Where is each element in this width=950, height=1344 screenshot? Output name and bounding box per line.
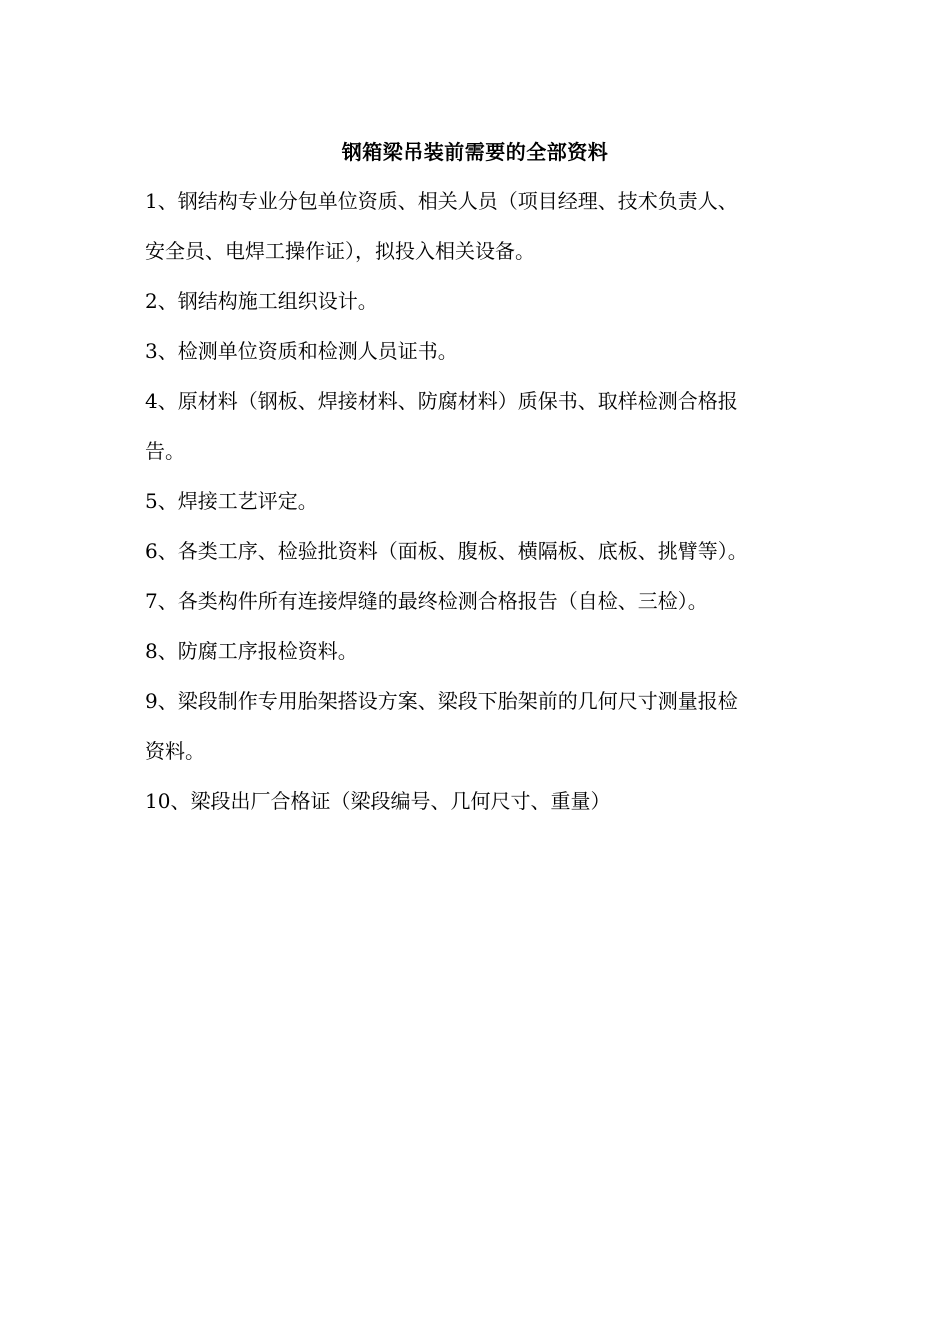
list-line: 1、钢结构专业分包单位资质、相关人员（项目经理、技术负责人、 — [145, 189, 738, 213]
list-line: 4、原材料（钢板、焊接材料、防腐材料）质保书、取样检测合格报 — [145, 389, 738, 413]
list-line: 9、梁段制作专用胎架搭设方案、梁段下胎架前的几何尺寸测量报检 — [145, 689, 738, 713]
list-line: 5、焊接工艺评定。 — [145, 489, 318, 513]
requirements-list — [145, 176, 825, 826]
list-line: 资料。 — [145, 739, 205, 763]
list-line: 8、防腐工序报检资料。 — [145, 639, 358, 663]
list-line: 7、各类构件所有连接焊缝的最终检测合格报告（自检、三检）。 — [145, 589, 708, 613]
list-line: 告。 — [145, 439, 185, 463]
list-line: 6、各类工序、检验批资料（面板、腹板、横隔板、底板、挑臂等）。 — [145, 539, 748, 563]
list-line: 安全员、电焊工操作证），拟投入相关设备。 — [145, 239, 535, 263]
document-title: 钢箱梁吊装前需要的全部资料 — [341, 140, 609, 164]
list-line: 10、梁段出厂合格证（梁段编号、几何尺寸、重量） — [145, 789, 611, 813]
list-line: 3、检测单位资质和检测人员证书。 — [145, 339, 458, 363]
list-line: 2、钢结构施工组织设计。 — [145, 289, 378, 313]
